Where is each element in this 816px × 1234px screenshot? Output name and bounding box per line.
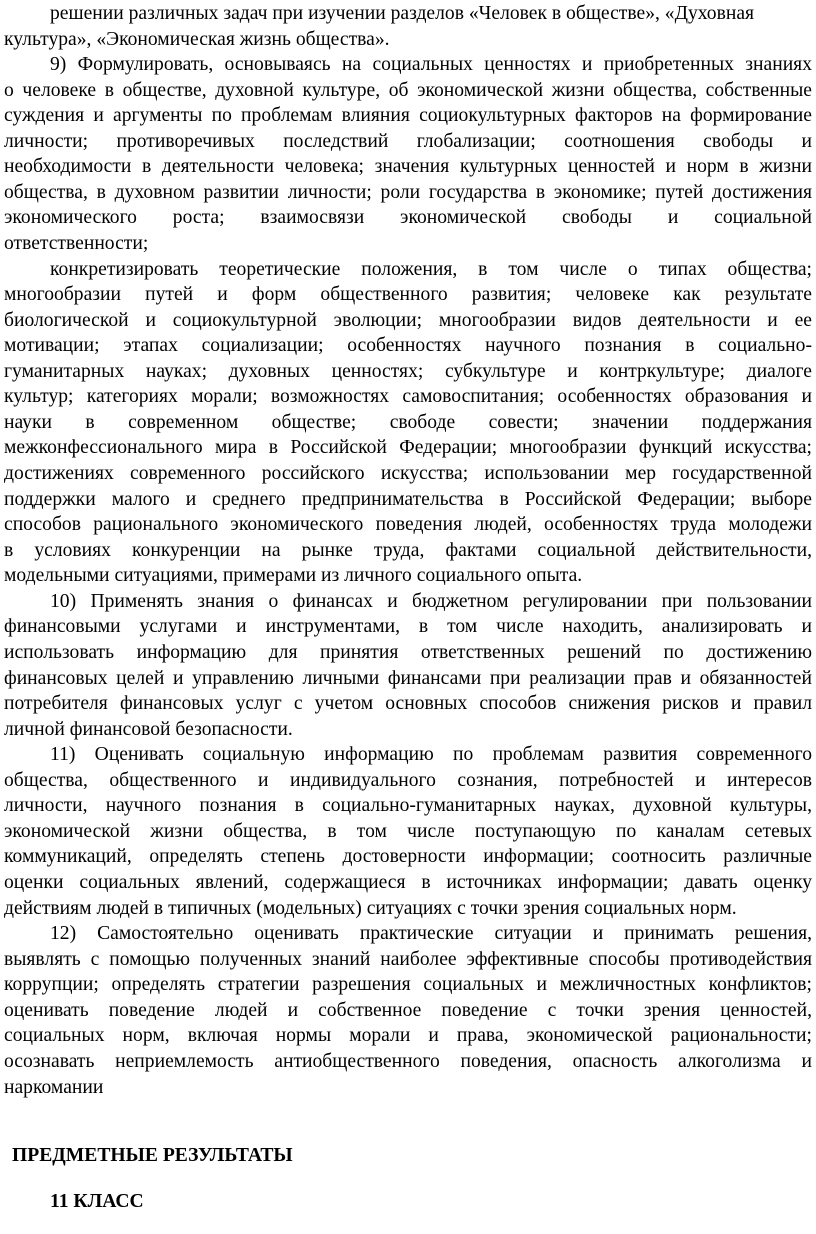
- text-line: общества, в духовном развитии личности; роли государства в экономике; путей достижения: [4, 182, 812, 203]
- text-line: мотивации; этапах социализации; особенностях научного познания в социально-: [4, 335, 812, 356]
- section-heading: ПРЕДМЕТНЫЕ РЕЗУЛЬТАТЫ: [12, 1145, 293, 1166]
- text-line: коммуникаций, определять степень достоверности информации; соотносить различные: [4, 846, 812, 867]
- text-line: способов рационального экономического поведения людей, особенностях труда молодежи: [4, 514, 812, 535]
- text-line: поддержки малого и среднего предпринимательства в Российской Федерации; выборе: [4, 489, 812, 510]
- text-line: использовать информацию для принятия ответственных решений по достижению: [4, 642, 812, 663]
- text-line: межконфессионального мира в Российской Федерации; многообразии функций искусства;: [4, 437, 812, 458]
- text-line: модельными ситуациями, примерами из личного социального опыта.: [4, 565, 583, 586]
- text-line: личной финансовой безопасности.: [4, 719, 293, 740]
- text-line: финансовыми услугами и инструментами, в том числе находить, анализировать и: [4, 616, 812, 637]
- class-heading: 11 КЛАСС: [50, 1191, 144, 1212]
- text-line: необходимости в деятельности человека; значения культурных ценностей и норм в жизни: [4, 156, 812, 177]
- paragraph-concretize-first-line: конкретизировать теоретические положения, в том числе о типах общества;: [50, 259, 812, 280]
- text-line: многообразии путей и форм общественного развития; человеке как результате: [4, 284, 812, 305]
- paragraph-11-first-line: 11) Оценивать социальную информацию по проблемам развития современного: [50, 744, 812, 765]
- text-line: финансовых целей и управлению личными финансами при реализации прав и обязанностей: [4, 668, 812, 689]
- text-line: экономического роста; взаимосвязи экономической свободы и социальной: [4, 207, 812, 228]
- text-line: гуманитарных науках; духовных ценностях; субкультуре и контркультуре; диалоге: [4, 361, 812, 382]
- text-line: осознавать неприемлемость антиобщественного поведения, опасность алкоголизма и: [4, 1051, 812, 1072]
- text-line: достижениях современного российского искусства; использовании мер государственной: [4, 463, 812, 484]
- text-line: о человеке в обществе, духовной культуре, об экономической жизни общества, собственные: [4, 80, 812, 101]
- text-line: выявлять с помощью полученных знаний наиболее эффективные способы противодействия: [4, 949, 812, 970]
- text-line: в условиях конкуренции на рынке труда, фактами социальной действительности,: [4, 540, 812, 561]
- paragraph-12-first-line: 12) Самостоятельно оценивать практические ситуации и принимать решения,: [50, 923, 812, 944]
- text-line: биологической и социокультурной эволюции; многообразии видов деятельности и ее: [4, 310, 812, 331]
- text-line: науки в современном обществе; свободе совести; значении поддержания: [4, 412, 812, 433]
- text-line: коррупции; определять стратегии разрешения социальных и межличностных конфликтов;: [4, 974, 812, 995]
- text-line: действиям людей в типичных (модельных) ситуациях с точки зрения социальных норм.: [4, 898, 737, 919]
- text-line: личности; противоречивых последствий глобализации; соотношения свободы и: [4, 131, 812, 152]
- text-line: культура», «Экономическая жизнь общества».: [4, 29, 390, 50]
- text-line: потребителя финансовых услуг с учетом основных способов снижения рисков и правил: [4, 693, 812, 714]
- text-line: культур; категориях морали; возможностях самовоспитания; особенностях образования и: [4, 386, 812, 407]
- text-line: экономической жизни общества, в том числе поступающую по каналам сетевых: [4, 821, 812, 842]
- text-line: оценивать поведение людей и собственное поведение с точки зрения ценностей,: [4, 1000, 812, 1021]
- paragraph-10-first-line: 10) Применять знания о финансах и бюджетном регулировании при пользовании: [50, 591, 812, 612]
- text-line: решении различных задач при изучении разделов «Человек в обществе», «Духовная: [50, 3, 755, 24]
- text-line: суждения и аргументы по проблемам влияния социокультурных факторов на формирование: [4, 105, 812, 126]
- text-line: ответственности;: [4, 233, 149, 254]
- text-line: общества, общественного и индивидуального сознания, потребностей и интересов: [4, 770, 812, 791]
- text-line: наркомании: [4, 1077, 104, 1098]
- text-line: оценки социальных явлений, содержащиеся в источниках информации; давать оценку: [4, 872, 812, 893]
- paragraph-9-first-line: 9) Формулировать, основываясь на социальных ценностях и приобретенных знаниях: [50, 54, 812, 75]
- text-line: социальных норм, включая нормы морали и права, экономической рациональности;: [4, 1025, 812, 1046]
- text-line: личности, научного познания в социально-гуманитарных науках, духовной культуры,: [4, 795, 812, 816]
